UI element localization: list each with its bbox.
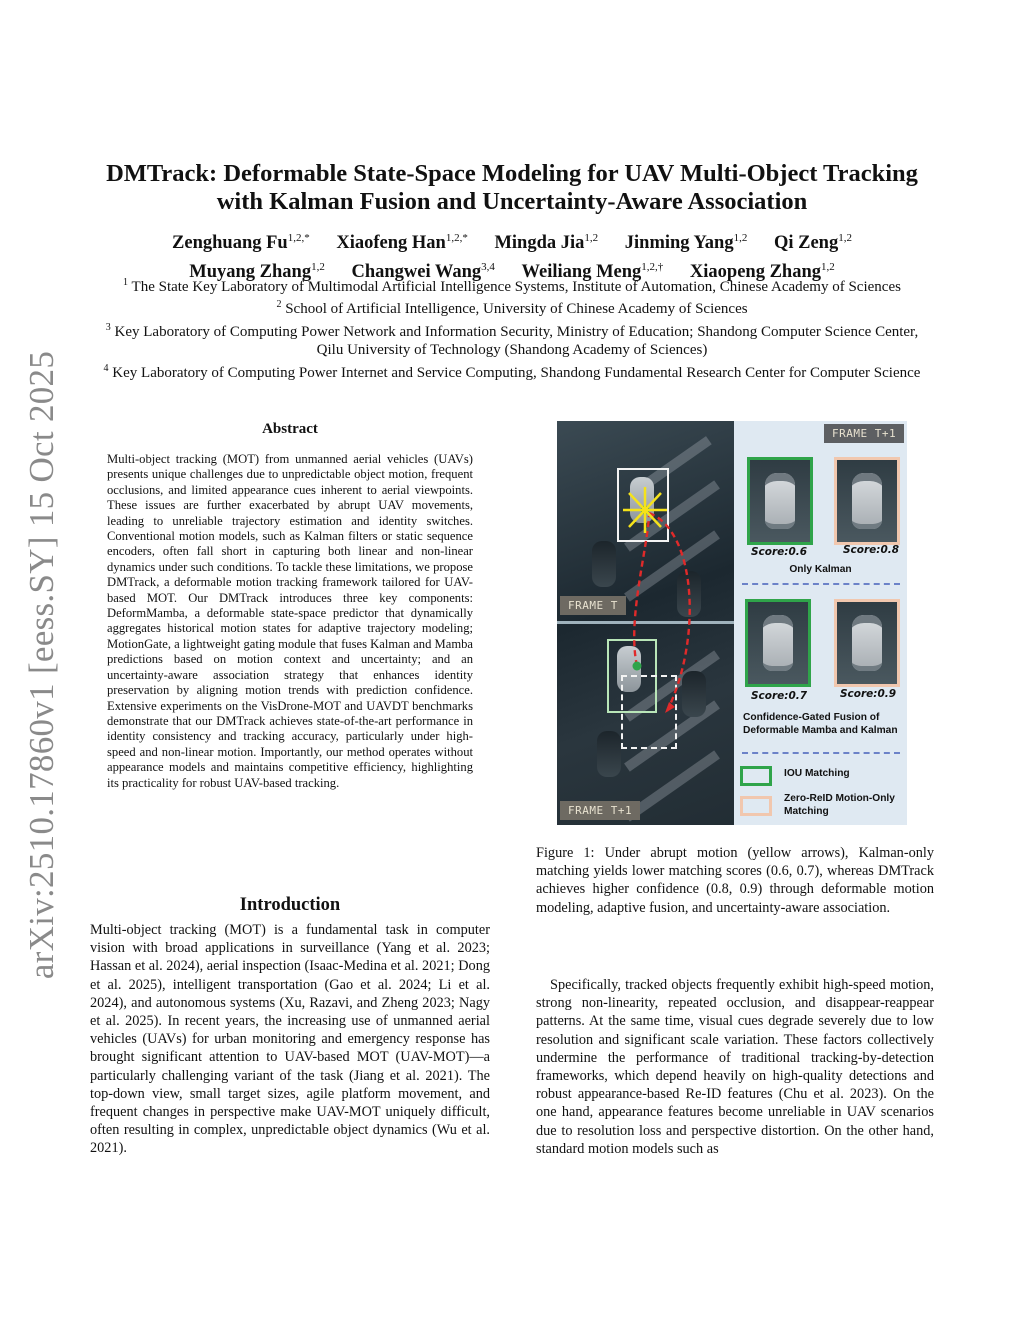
score-label: Score:0.8 [843,544,900,556]
author-name: Muyang Zhang$^{1,2}$ [189,261,325,283]
author-name: Xiaofeng Han$^{1,2,*}$ [336,232,468,254]
author-name: Xiaopeng Zhang$^{1,2}$ [689,261,835,283]
introduction-heading: Introduction [239,895,341,915]
section-divider [742,583,900,585]
abstract-heading: Abstract [262,421,318,437]
author-name: Qi Zeng$^{1,2}$ [773,232,852,254]
score-label: Score:0.7 [751,690,808,702]
trajectory-arrowhead [665,702,675,713]
body-paragraph: Specifically, tracked objects frequently exhibit high-speed motion, strong non-linearity, repeated occlusion, and disappear-reappear patterns. At the same time, visual cues degrade severely due to low resolution and significant scale variation. These factors collectively undermine the performance of traditional tracking-by-detection frameworks, which depend heavily on high-quality detections and robust appearance-based Re-ID features (Chu et al. 2023). On the one hand, appearance features become unreliable in UAV scenarios due to resolution loss and perspective distortion. On the other hand, standard motion models such as [536,977,934,1157]
iou-match-crop [745,599,811,687]
author-name: Changwei Wang$^{3,4}$ [351,261,495,283]
figure-1 [557,421,907,825]
author-name: Jinming Yang$^{1,2}$ [624,232,748,254]
iou-legend-swatch [740,766,772,786]
iou-legend-label: IOU Matching [784,768,850,779]
paper-title: DMTrack: Deformable State-Space Modeling for UAV Multi-Object Tracking with Kalman Fusion and Uncertainty-Aware Association [106,160,918,215]
aerial-view-panel [557,421,734,825]
motion-overlay [557,421,734,825]
frame-label-t: FRAME T [560,596,626,615]
only-kalman-label: Only Kalman [789,564,852,575]
frame-label-t1: FRAME T+1 [560,801,640,820]
trajectory-curve [634,516,649,666]
affiliation: $^1$ The State Key Laboratory of Multimodal Artificial Intelligence Systems, Institute of Automation, Chinese Academy of Sciences [123,277,901,295]
motion-center-dot [633,662,642,671]
zero-reid-match-crop [834,599,900,687]
author-name: Zenghuang $Fu^{1,2,*}$ [172,232,310,254]
section-divider [742,752,900,754]
trajectory-curve [649,513,690,711]
score-label: Score:0.9 [840,688,897,700]
fusion-label: Confidence-Gated Fusion of Deformable Mamba and Kalman [743,712,898,736]
author-name: Mingda Jia$^{1,2}$ [494,232,599,254]
affiliation: $^2$ School of Artificial Intelligence, University of Chinese Academy of Sciences [276,299,748,318]
affiliation: $^4$ Key Laboratory of Computing Power Internet and Service Computing, Shandong Fundamental Research Center for Computer Science [103,362,921,381]
figure-caption: Figure 1: Under abrupt motion (yellow arrows), Kalman-only matching yields lower matching scores (0.6, 0.7), whereas DMTrack achieves higher confidence (0.8, 0.9) through deformable motion modeling, adaptive fusion, and uncertainty-aware association. [536,845,934,916]
score-label: Score:0.6 [751,546,808,558]
yellow-arrows-icon [623,487,667,533]
zero-reid-match-crop [834,457,900,545]
frame-label-t1: FRAME T+1 [824,424,904,443]
affiliation-list [100,274,924,382]
matching-comparison-panel [734,421,907,825]
zero-reid-legend-swatch [740,796,772,816]
introduction-paragraph: Multi-object tracking (MOT) is a fundamental task in computer vision with broad applications in surveillance (Yang et al. 2023; Hassan et al. 2024), aerial inspection (Isaac-Medina et al. 2021; Dong et al. 2025), intelligent transportation (Gao et al. 2024; Li et al. 2024), and autonomous systems (Xu, Razavi, and Zheng 2023; Nagy et al. 2025). In recent years, the increasing use of unmanned aerial vehicles (UAVs) for urban monitoring and emergency response has brought significant attention to UAV-based MOT (UAV-MOT)—a particularly challenging variant of the task (Jiang et al. 2021). The top-down view, small target sizes, agile platform movement, and frequent changes in perspective make UAV-MOT uniquely difficult, often resulting in complex, unpredictable object dynamics (Wu et al. 2021). [90,922,490,1157]
arxiv-identifier: arXiv:2510.17860v1 [eess.SY] 15 Oct 2025 [22,350,61,980]
author-name: Weiliang Meng$^{1,2,\dagger}$ [521,261,664,283]
abstract-text: Multi-object tracking (MOT) from unmanned aerial vehicles (UAVs) presents unique challenges due to unpredictable object motion, frequent occlusions, and limited appearance cues inherent to aerial viewpoints. These issues are further exacerbated by abrupt UAV movements, leading to unreliable trajectory estimation and identity switches. Conventional motion models, such as Kalman filters or static sequence encoders, often fall short in capturing both linear and non-linear dynamics under such conditions. To tackle these limitations, we propose DMTrack, a deformable motion tracking framework tailored for UAV-based MOT. Our DMTrack introduces three key components: DeformMamba, a deformable state-space predictor that dynamically aggregates historical motion states for adaptive trajectory modeling; MotionGate, a lightweight gating module that fuses Kalman and Mamba predictions based on motion context and uncertainty; and an uncertainty-aware association strategy that enhances identity preservation by aligning motion trends with prediction confidence. Extensive experiments on the VisDrone-MOT and UAVDT benchmarks demonstrate that our DMTrack achieves state-of-the-art performance in identity consistency and tracking accuracy, particularly under high-speed and non-linear motion. Importantly, our method operates without appearance models and maintains competitive efficiency, highlighting its practicality for robust UAV-based tracking. [107,452,473,790]
iou-match-crop [747,457,813,545]
affiliation: $^3$ Key Laboratory of Computing Power Network and Information Security, Ministry of Education; Shandong Computer Science Center, Qilu University of Technology (Shandong Academy of Sciences) [105,321,919,359]
zero-reid-legend-label: Zero-ReID Motion-Only Matching [784,793,895,817]
